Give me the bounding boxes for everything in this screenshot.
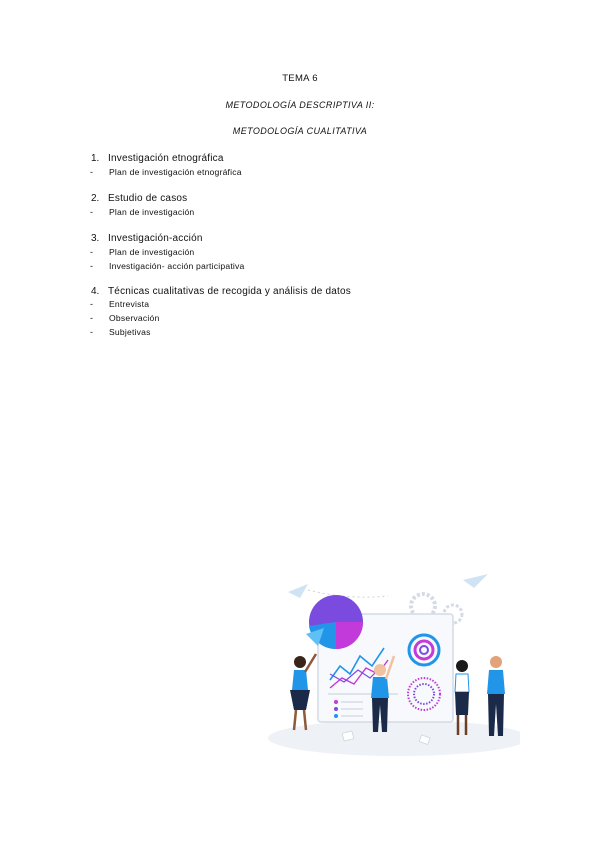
section-number: 2.	[91, 193, 100, 204]
subtitle-qualitative: METODOLOGÍA CUALITATIVA	[232, 126, 368, 136]
section-number: 3.	[91, 233, 100, 244]
bullet-dash: -	[90, 299, 93, 309]
person-icon	[290, 654, 316, 730]
list-item: Plan de investigación	[109, 207, 195, 217]
section-number: 4.	[91, 286, 100, 297]
list-item: Subjetivas	[109, 327, 151, 337]
section-title: Estudio de casos	[108, 193, 188, 204]
paper-plane-icon	[463, 574, 488, 588]
paper-plane-icon	[288, 584, 308, 598]
bullet-dash: -	[90, 247, 93, 257]
section-title: Investigación etnográfica	[108, 153, 224, 164]
section-number: 1.	[91, 153, 100, 164]
bullet-dash: -	[90, 313, 93, 323]
subtitle-methodology: METODOLOGÍA DESCRIPTIVA II:	[225, 100, 375, 110]
section-title: Investigación-acción	[108, 233, 203, 244]
list-item: Observación	[109, 313, 160, 323]
page-title: TEMA 6	[282, 73, 318, 84]
list-item: Investigación- acción participativa	[109, 261, 245, 271]
bullet-dash: -	[90, 207, 93, 217]
bullet-dash: -	[90, 167, 93, 177]
data-analysis-team-illustration	[248, 570, 520, 760]
list-item: Entrevista	[109, 299, 150, 309]
list-item: Plan de investigación	[109, 247, 195, 257]
list-item: Plan de investigación etnográfica	[109, 167, 242, 177]
bullet-dash: -	[90, 327, 93, 337]
bullet-dash: -	[90, 261, 93, 271]
person-icon	[487, 656, 505, 736]
section-title: Técnicas cualitativas de recogida y análisis de datos	[108, 286, 351, 297]
